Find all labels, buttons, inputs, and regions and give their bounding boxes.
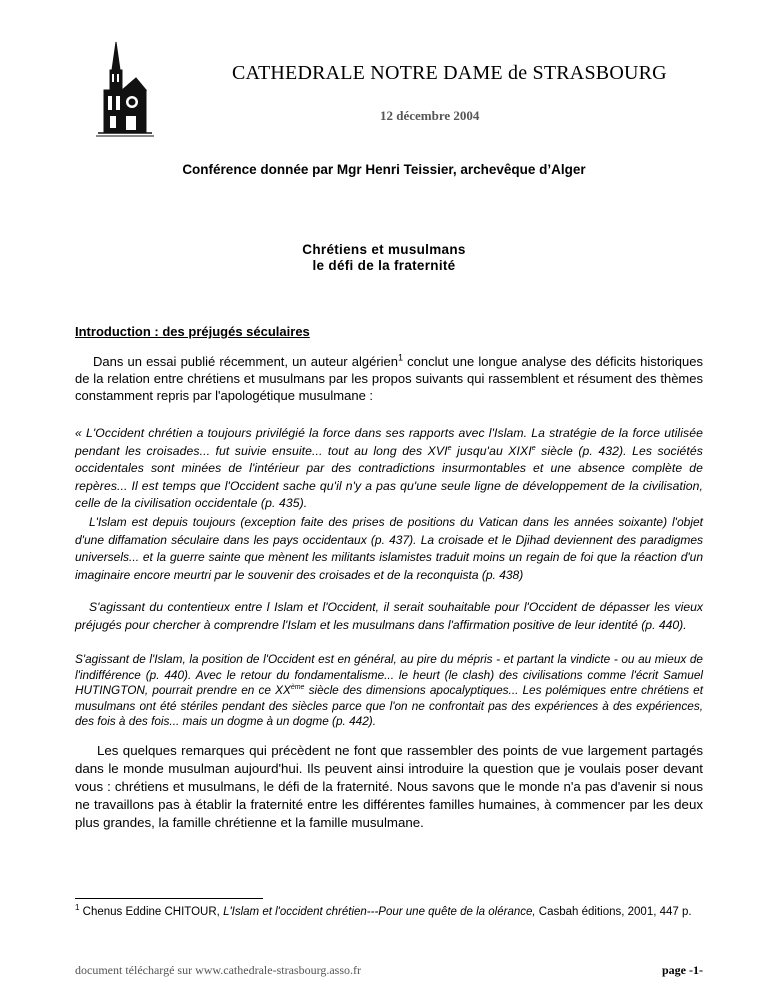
body-paragraph: Les quelques remarques qui précèdent ne font que rassembler des points de vue largement partagés dans le monde musulman aujourd'hui. Ils peuvent ainsi introduire la question que je voulais poser devant vous : chrétiens et musulmans, le défi de la fraternité. Nous savons que le monde n'a pas d'avenir si nous ne travaillons pas à établir la fraternité entre les différentes familles humaines, à commencer par les deux plus grandes, la famille chrétienne et la famille musulmane. <box>75 743 703 830</box>
quote4-sup: ème <box>290 684 305 692</box>
subtitle-line-1: Chrétiens et musulmans <box>302 242 466 257</box>
footnote-author: Chenus Eddine CHITOUR, <box>79 906 224 918</box>
quote1-part1: « L'Occident chrétien a toujours privilégié la force dans ses rapports avec l'Islam. La stratégie de la force utilisée pendant les croisades... fut suivie ensuite... tout au long des XVI <box>75 426 703 458</box>
page-title: CATHEDRALE NOTRE DAME de STRASBOURG <box>232 62 667 84</box>
quote1-sup1: e <box>447 444 452 452</box>
document-date: 12 décembre 2004 <box>380 108 480 123</box>
quote1-part2: jusqu'au XIXI <box>451 443 532 458</box>
quote1-part3: siècle (p. 432). Les sociétés occidentales sont minées de l'intérieur par des contradictions insurmontables et une absence complète de repères... Il est temps que l'Occident sache qu'il n'y a pas qu'une seule ligne de développement de la civilisation, celle de la civilisation occidentale (p. 435). <box>75 443 703 510</box>
quote-paragraph-4 <box>75 652 703 730</box>
footnote-publisher: Casbah éditions, 2001, 447 p. <box>535 906 692 918</box>
footnote-divider <box>75 898 263 899</box>
section-heading: Introduction : des préjugés séculaires <box>75 324 310 339</box>
conference-line: Conférence donnée par Mgr Henri Teissier, archevêque d’Alger <box>182 162 586 177</box>
subtitle-line-2: le défi de la fraternité <box>312 258 456 273</box>
footnote <box>75 905 703 920</box>
footer-source: document téléchargé sur www.cathedrale-strasbourg.asso.fr <box>75 963 362 977</box>
intro-text-end: conclut une longue analyse des déficits historiques de la relation entre chrétiens et musulmans par les propos suivants qui rassemblent et résument des thèmes constamment repris par l'apologétique musulmane : <box>75 354 703 403</box>
page-number: page -1- <box>662 963 703 977</box>
footnote-number: 1 <box>75 903 80 913</box>
footnote-work-title: L'Islam et l'occident chrétien---Pour une quête de la olérance, <box>223 906 536 918</box>
quote-paragraph-2: L'Islam est depuis toujours (exception faite des prises de positions du Vatican dans les années soixante) l'objet d'une diffamation séculaire dans les pays occidentaux (p. 437). La croisade et le Djihad deviennent des paradigmes universels... et la guerre sainte que mènent les militants islamistes traduit moins un regain de foi que la réaction d'un imaginaire encore meurtri par le souvenir des croisades et de la reconquista (p. 438) <box>75 515 703 582</box>
footnote-ref[interactable]: 1 <box>398 352 404 363</box>
cathedral-icon <box>96 40 154 138</box>
quote-paragraph-1 <box>75 425 703 513</box>
intro-paragraph <box>75 353 703 404</box>
quote4-part1: S'agissant de l'Islam, la position de l'Occident est en général, au pire du mépris - et partant la vindicte - ou au mieux de l'indifférence (p. 440). Avec le retour du fondamentalisme... le heurt (le clash) des civilisations comme l'écrit Samuel HUTINGTON, pourrait prendre en ce XX <box>75 652 703 697</box>
quote-paragraph-3: S'agissant du contentieux entre l Islam et l'Occident, il serait souhaitable pour l'Occident de dépasser les vieux préjugés pour chercher à comprendre l'Islam et les musulmans dans l'affirmation positive de leur identité (p. 440). <box>75 600 703 632</box>
intro-text-start: Dans un essai publié récemment, un auteur algérien <box>93 354 399 369</box>
quote4-part2: siècle des dimensions apocalyptiques... Les polémiques entre chrétiens et musulmans ont été stériles pendant des siècles parce que l'on ne confrontait pas des expériences à des expériences, des fois à des fois... mais un dogme à un dogme (p. 442). <box>75 683 703 728</box>
quote1-sup2: e <box>531 444 536 452</box>
